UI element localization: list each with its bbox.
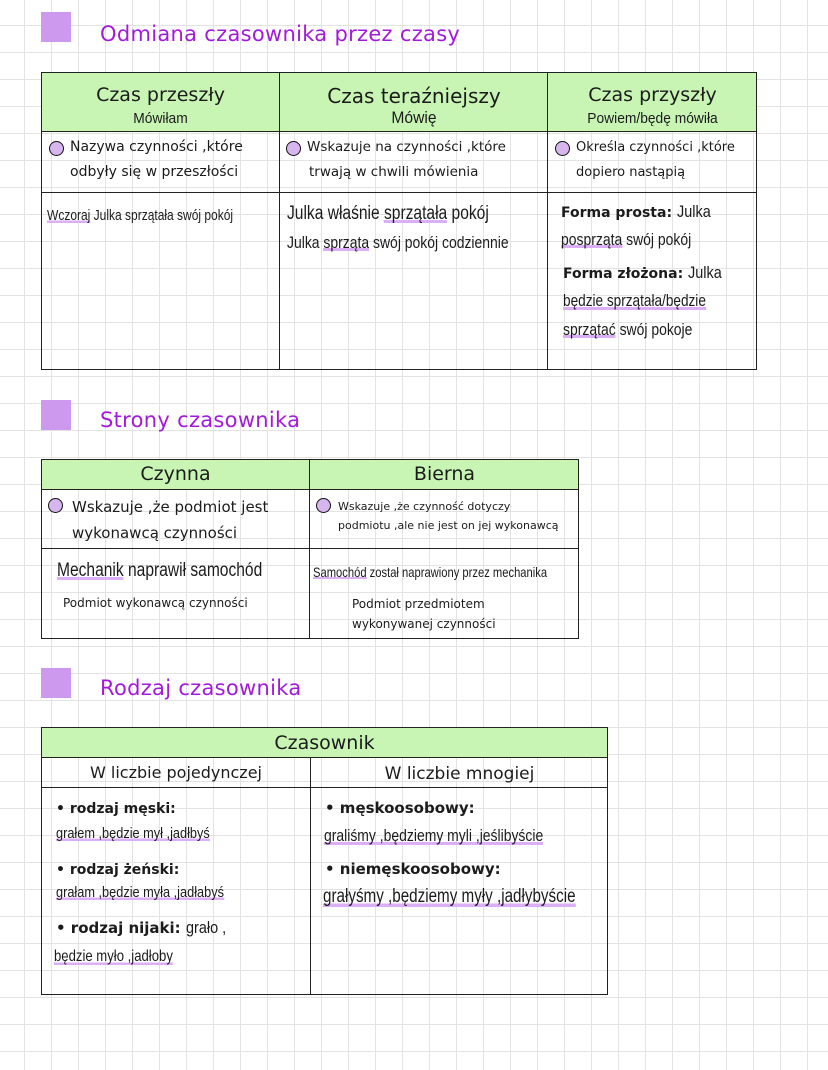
col-divider — [309, 459, 310, 639]
label-neuter: • rodzaj nijaki: grało , — [56, 918, 226, 937]
row-divider — [41, 548, 579, 549]
section-title-tenses: Odmiana czasownika przez czasy — [100, 22, 461, 46]
header-present: Czas teraźniejszy — [327, 84, 501, 108]
section-marker-square — [41, 12, 71, 42]
header-verb: Czasownik — [274, 732, 375, 754]
form-past: Mówiłam — [133, 110, 188, 127]
note-active: Podmiot wykonawcą czynności — [63, 596, 248, 610]
header-active: Czynna — [140, 463, 211, 485]
future-compound-line2: będzie sprzątała/będzie — [563, 291, 706, 310]
header-singular: W liczbie pojedynczej — [89, 763, 262, 782]
definition-past: Nazywa czynności ,które odbyły się w przeszłości — [70, 139, 243, 180]
header-future: Czas przyszły — [588, 84, 717, 106]
col-divider — [310, 757, 311, 995]
label-masculine: • rodzaj męski: — [56, 801, 176, 817]
definition-future: Określa czynności ,które dopiero nastąpią — [576, 140, 735, 180]
definition-passive: Wskazuje ,że czynność dotyczy podmiotu ,ale nie jest on jej wykonawcą — [338, 500, 559, 532]
col-divider — [547, 72, 548, 370]
future-simple-line1: Forma prosta: Julka — [561, 202, 711, 221]
example-active: Mechanik naprawił samochód — [57, 560, 263, 581]
example-present-1: Julka właśnie sprzątała pokój — [287, 203, 489, 224]
form-future: Powiem/będę mówiła — [587, 110, 718, 127]
forms-neuter: będzie myło ,jadłoby — [54, 948, 173, 965]
header-past: Czas przeszły — [96, 84, 225, 106]
section-title-gender: Rodzaj czasownika — [100, 676, 302, 700]
forms-personal: graliśmy ,będziemy myli ,jeślibyście — [324, 826, 544, 845]
row-divider — [41, 757, 608, 758]
future-compound-line1: Forma złożona: Julka — [563, 263, 722, 282]
future-simple-line2: posprząta swój pokój — [561, 230, 692, 249]
section-marker-square — [41, 400, 71, 430]
forms-nonpersonal: grałyśmy ,będziemy myły ,jadłybyście — [323, 886, 576, 907]
example-present-2: Julka sprząta swój pokój codziennie — [287, 233, 509, 252]
row-divider — [41, 192, 757, 193]
section-marker-square — [41, 668, 71, 698]
example-past: Wczoraj Julka sprzątała swój pokój — [47, 207, 234, 224]
bullet-circle — [286, 141, 301, 156]
row-divider — [41, 131, 757, 132]
example-passive: Samochód został naprawiony przez mechanika — [313, 564, 548, 580]
definition-active: Wskazuje ,że podmiot jest wykonawcą czynności — [72, 498, 269, 542]
note-passive: Podmiot przedmiotem wykonywanej czynności — [352, 597, 496, 631]
row-divider — [41, 787, 608, 788]
future-compound-line3: sprzątać swój pokoje — [563, 320, 693, 339]
bullet-circle — [48, 498, 63, 513]
form-present: Mówię — [391, 108, 437, 127]
col-divider — [279, 72, 280, 370]
forms-masculine: grałem ,będzie mył ,jadłbyś — [56, 825, 210, 842]
section-title-voice: Strony czasownika — [100, 408, 301, 432]
label-nonpersonal: • niemęskoosobowy: — [325, 860, 501, 878]
definition-present: Wskazuje na czynności ,które trwają w chwili mówienia — [307, 139, 506, 180]
header-plural: W liczbie mnogiej — [384, 764, 535, 784]
forms-feminine: grałam ,będzie myła ,jadłabyś — [56, 884, 224, 901]
bullet-circle — [555, 141, 570, 156]
bullet-circle — [49, 141, 64, 156]
row-divider — [41, 489, 579, 490]
header-passive: Bierna — [413, 463, 476, 485]
label-feminine: • rodzaj żeński: — [56, 862, 180, 878]
bullet-circle — [316, 498, 331, 513]
label-personal: • męskoosobowy: — [325, 799, 475, 817]
